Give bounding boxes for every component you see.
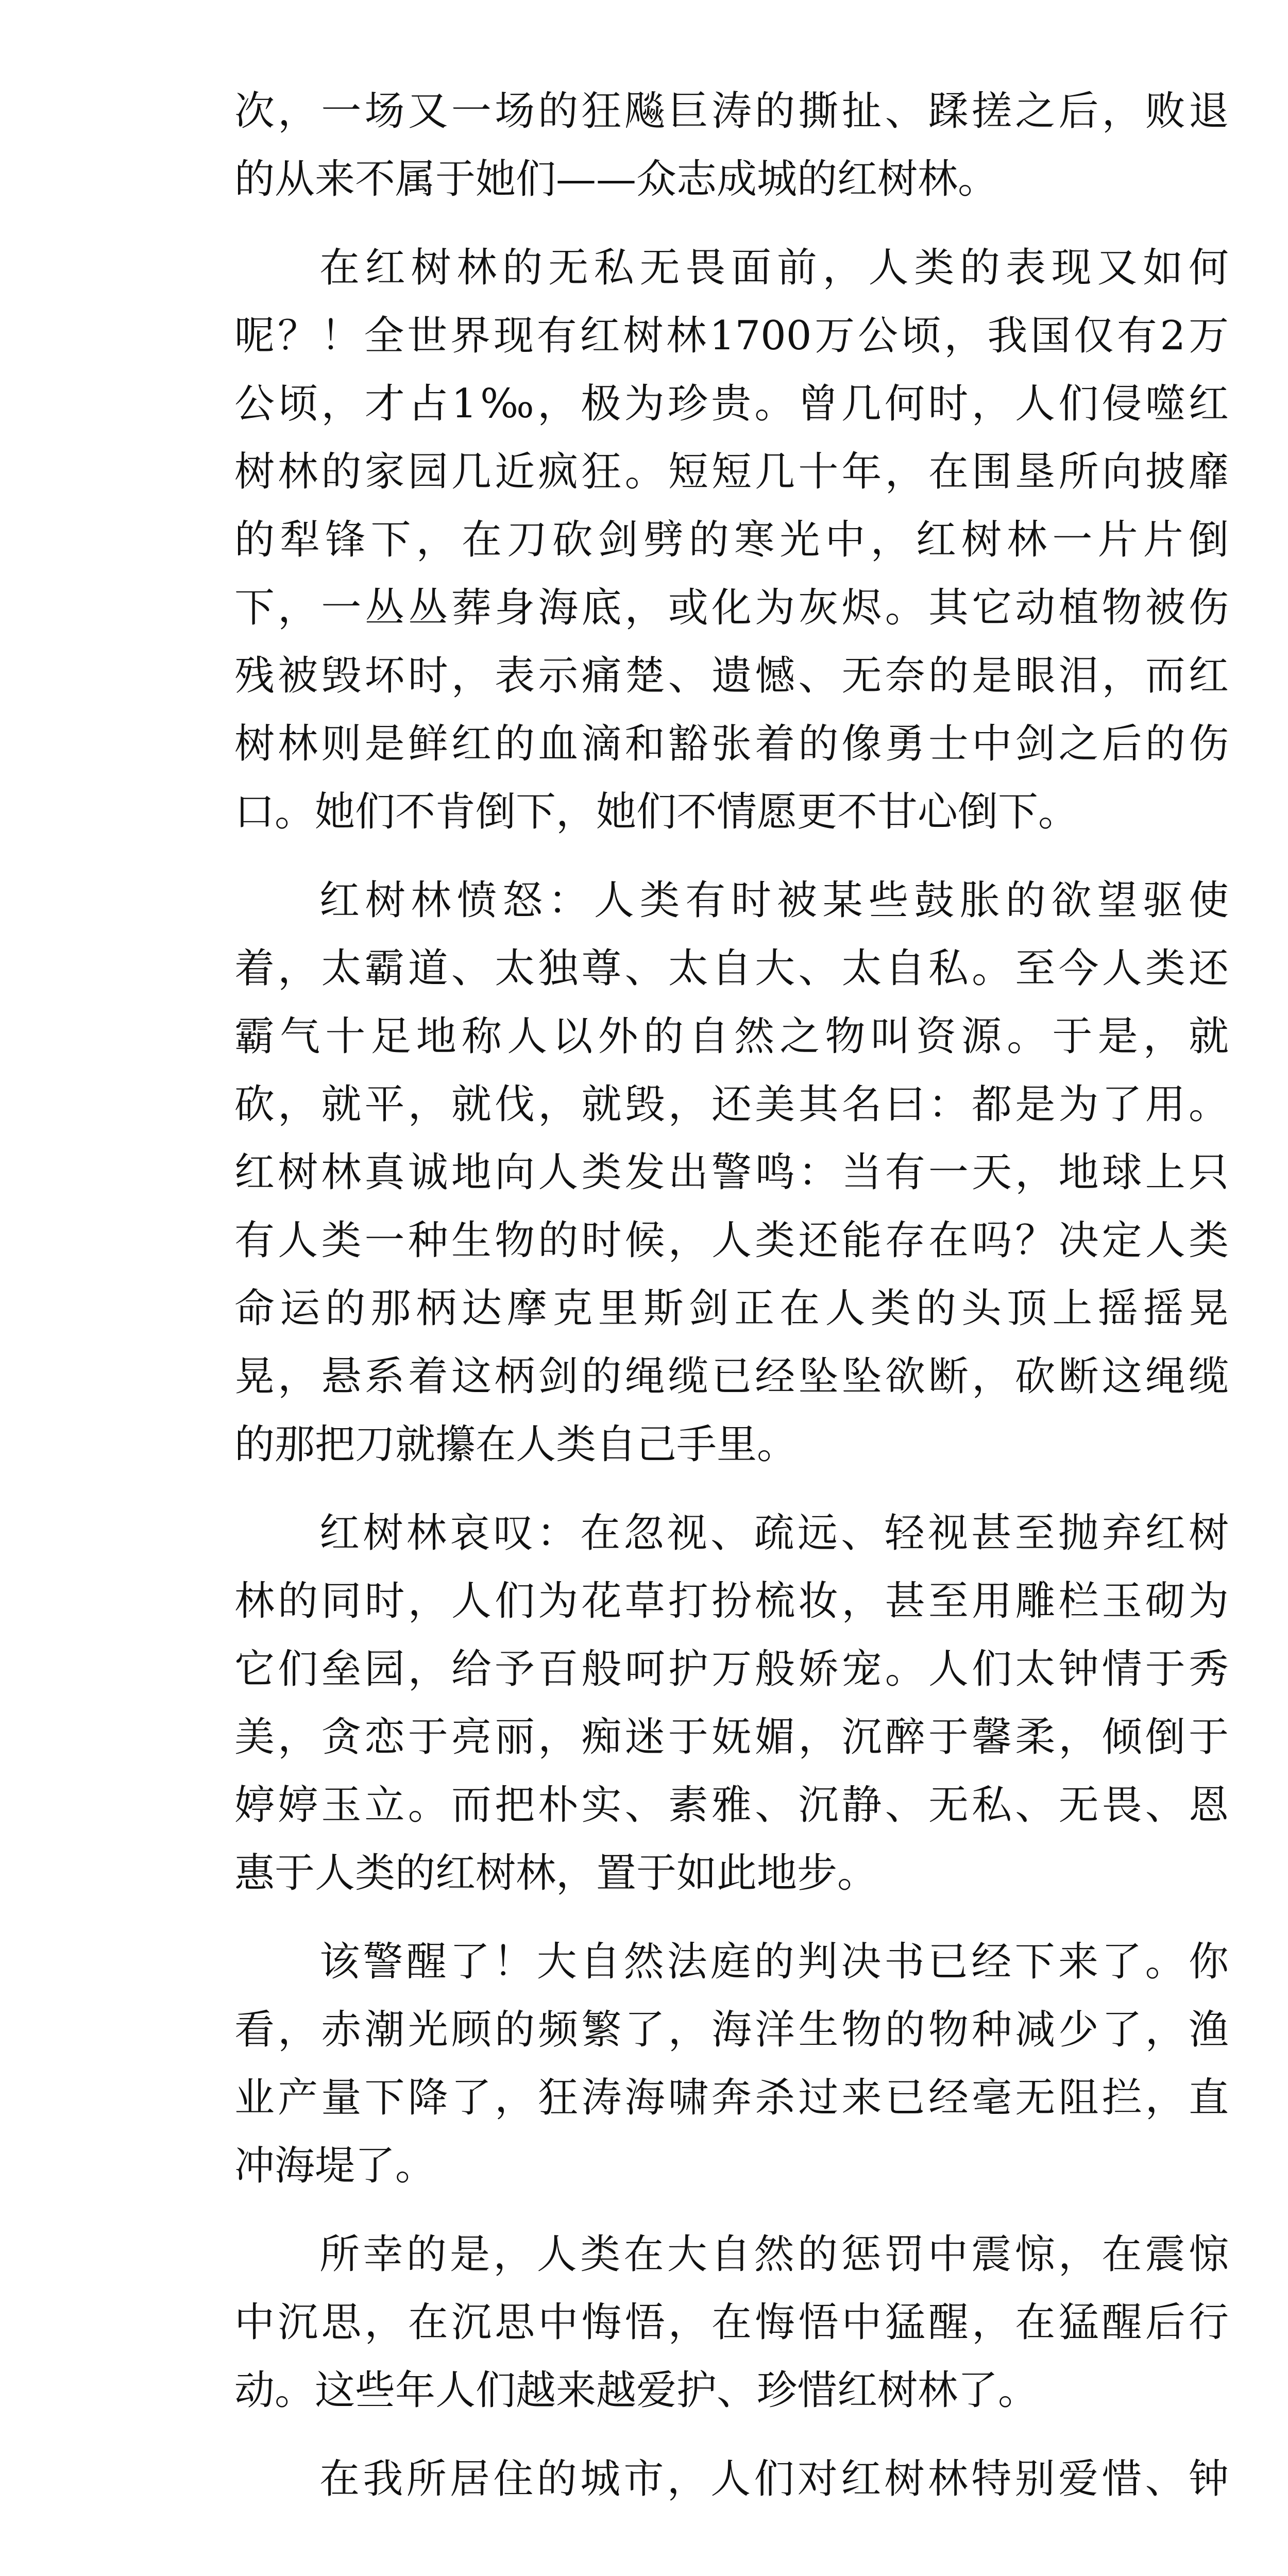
paragraph-gap [234,2200,1229,2221]
text-line: 晃，悬系着这柄剑的绳缆已经坠坠欲断，砍断这绳缆 [234,1353,1229,1400]
text-line: 树林则是鲜红的血滴和豁张着的像勇士中剑之后的伤 [234,721,1229,767]
text-line: 残被毁坏时，表示痛楚、遗憾、无奈的是眼泪，而红 [234,653,1229,699]
text-line: 砍，就平，就伐，就毁，还美其名曰：都是为了用。 [234,1081,1229,1128]
paragraph [234,77,1229,213]
text-line: 呢？！全世界现有红树林1700万公顷，我国仅有2万 [234,313,1229,359]
text-line: 该警醒了！大自然法庭的判决书已经下来了。你 [319,1939,1229,1985]
paragraph-gap [234,1907,1229,1928]
text-line: 的那把刀就攥在人类自己手里。 [234,1421,798,1468]
text-line: 下，一丛丛葬身海底，或化为灰烬。其它动植物被伤 [234,585,1229,631]
paragraph-gap [234,1479,1229,1499]
paragraph [234,1928,1229,2200]
text-line: 霸气十足地称人以外的自然之物叫资源。于是，就 [234,1013,1229,1060]
text-line: 动。这些年人们越来越爱护、珍惜红树林了。 [234,2367,1039,2414]
text-line: 公顷，才占1‰，极为珍贵。曾几何时，人们侵噬红 [234,381,1229,427]
text-line: 看，赤潮光顾的频繁了，海洋生物的物种减少了，渔 [234,2007,1229,2053]
text-line: 美，贪恋于亮丽，痴迷于妩媚，沉醉于馨柔，倾倒于 [234,1714,1229,1760]
text-line: 在我所居住的城市，人们对红树林特别爱惜、钟 [319,2456,1229,2502]
text-line: 林的同时，人们为花草打扮梳妆，甚至用雕栏玉砌为 [234,1578,1229,1624]
text-line: 所幸的是，人类在大自然的惩罚中震惊，在震惊 [319,2231,1229,2278]
text-line: 命运的那柄达摩克里斯剑正在人类的头顶上摇摇晃 [234,1285,1229,1332]
paragraph [234,234,1229,846]
text-line: 着，太霸道、太独尊、太自大、太自私。至今人类还 [234,945,1229,992]
paragraph [234,1499,1229,1907]
body-text [234,77,1229,2513]
text-line: 树林的家园几近疯狂。短短几十年，在围垦所向披靡 [234,449,1229,495]
text-line: 次，一场又一场的狂飚巨涛的撕扯、蹂搓之后，败退 [234,88,1229,134]
text-line: 它们垒园，给予百般呵护万般娇宠。人们太钟情于秀 [234,1646,1229,1692]
text-line: 惠于人类的红树林，置于如此地步。 [234,1850,878,1896]
paragraph [234,867,1229,1479]
text-line: 红树林哀叹：在忽视、疏远、轻视甚至抛弃红树 [319,1510,1229,1556]
paragraph [234,2221,1229,2425]
text-line: 的从来不属于她们——众志成城的红树林。 [234,156,998,202]
text-line: 红树林真诚地向人类发出警鸣：当有一天，地球上只 [234,1149,1229,1196]
paragraph-gap [234,846,1229,867]
text-line: 红树林愤怒：人类有时被某些鼓胀的欲望驱使 [319,877,1229,924]
text-line: 业产量下降了，狂涛海啸奔杀过来已经毫无阻拦，直 [234,2075,1229,2121]
paragraph-gap [234,213,1229,234]
text-line: 婷婷玉立。而把朴实、素雅、沉静、无私、无畏、恩 [234,1782,1229,1828]
paragraph [234,2445,1229,2513]
text-line: 中沉思，在沉思中悔悟，在悔悟中猛醒，在猛醒后行 [234,2299,1229,2346]
text-line: 冲海堤了。 [234,2143,436,2189]
text-line: 口。她们不肯倒下，她们不情愿更不甘心倒下。 [234,789,1079,835]
text-line: 有人类一种生物的时候，人类还能存在吗？决定人类 [234,1217,1229,1264]
text-line: 在红树林的无私无畏面前，人类的表现又如何 [319,245,1229,291]
text-line: 的犁锋下，在刀砍剑劈的寒光中，红树林一片片倒 [234,517,1229,563]
paragraph-gap [234,2425,1229,2445]
